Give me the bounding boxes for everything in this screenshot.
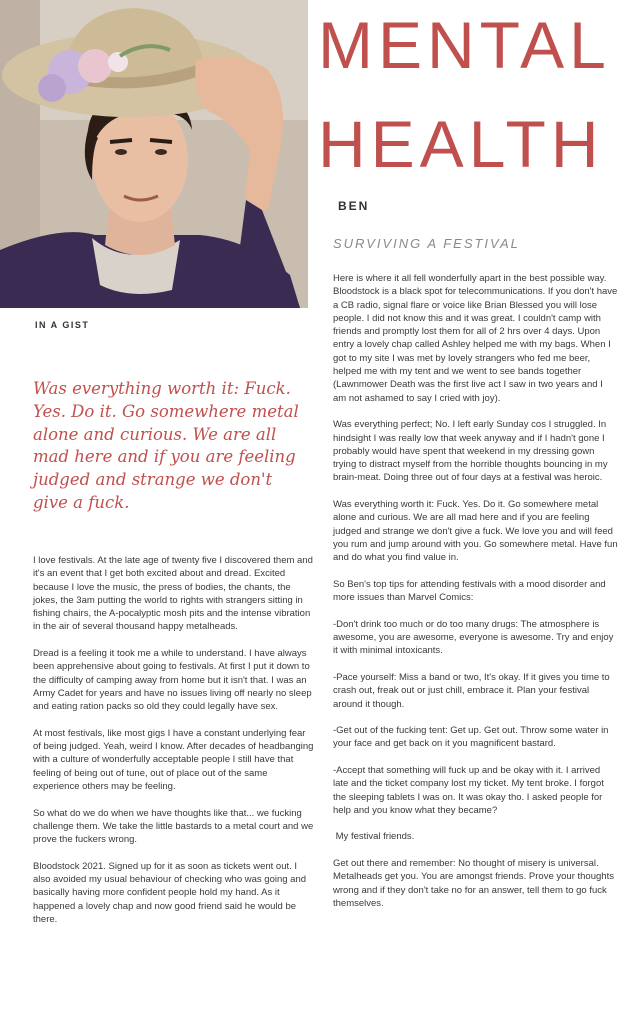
portrait-illustration: [0, 0, 308, 308]
paragraph: My festival friends.: [333, 831, 415, 843]
paragraph: Was everything perfect; No. I left early Sunday cos I struggled. In hindsight I was really low that week anyway and if I hadn't gone I probably would have spent that weekend in my dressing gown trying to distract myself from the horrible thoughts bouncing in my brain-meat. Doing three out of four days at a festival was heroic.: [333, 419, 608, 484]
article-subtitle: SURVIVING A FESTIVAL: [333, 236, 520, 251]
right-column: [333, 272, 618, 924]
paragraph: At most festivals, like most gigs I have a constant underlying fear of being judged. Yeah, weird I know. After decades of headbanging with a culture of wonderfully acceptable people I still have that feeling of being out of tune, out of place out of the same experience others may be feeling.: [33, 727, 314, 793]
tip-item: -Pace yourself: Miss a band or two, It's okay. If it gives you time to crash out, freak out or just chill, embrace it. Plan your festival around it though.: [333, 671, 610, 710]
title-line-1: MENTAL: [318, 8, 611, 82]
paragraph: Was everything worth it: Fuck. Yes. Do it. Go somewhere metal alone and curious. We are all mad here and if you are feeling judged and strange we don't give a fuck. We love you and will feed you rum and jump around with you. Go somewhere metal. Have fun and do what you find value in.: [333, 499, 618, 564]
tip-item: -Get out of the fucking tent: Get up. Get out. Throw some water in your face and get back on it you magnificent bastard.: [333, 725, 609, 750]
paragraph: Bloodstock 2021. Signed up for it as soon as tickets went out. I also avoided my usual behaviour of checking who was going and basically having more confident people hold my hand. As it happened a lovely chap and now good friend said he would be there.: [33, 860, 307, 926]
pull-quote: Was everything worth it: Fuck. Yes. Do it. Go somewhere metal alone and curious. We are all mad here and if you are feeling judged and strange we don't give a fuck.: [33, 379, 299, 512]
section-label: IN A GIST: [35, 320, 90, 330]
paragraph: Get out there and remember: No thought of misery is universal. Metalheads get you. You are amongst friends. Prove your thoughts wrong and if they don't take no for an answer, tell them to go fuck themselves.: [333, 858, 614, 909]
tip-item: -Don't drink too much or do too many drugs: The atmosphere is awesome, you are awesome, everyone is awesome. Try and enjoy it with minimal intoxicants.: [333, 618, 614, 657]
paragraph: Here is where it all fell wonderfully apart in the best possible way. Bloodstock is a black spot for telecommunications. If you don't have a CB radio, signal flare or voice like Brian Blessed you will lose people. I did not know this and it was great. I couldn't camp with friends and promptly lost them for all of 2 hrs over 4 days. Upon entry a lovely chap called Ashley helped me with my bags. When I got to my site I was met by lovely strangers who fed me beer, helped me with my tent and we went to see bands together (Lawnmower Death was the first live act I saw in two years and I am not ashamed to say I cried with joy).: [333, 273, 618, 404]
paragraph: Dread is a feeling it took me a while to understand. I have always been apprehensive about going to festivals. At first I put it down to the difficulty of camping away from home but it isn't that. I was an Army Cadet for years and have no issues living off nearly no sleep and eating ration packs so old they could legally have sex.: [33, 648, 312, 713]
paragraph: So what do we do when we have thoughts like that... we fucking challenge them. We take the little bastards to a metal court and we prove the fuckers wrong.: [33, 807, 314, 846]
title-line-2: HEALTH: [318, 107, 604, 181]
portrait-photo: [0, 0, 308, 308]
author-name: BEN: [338, 199, 370, 213]
paragraph: So Ben's top tips for attending festivals with a mood disorder and more issues than Marvel Comics:: [333, 578, 606, 604]
left-column: [33, 554, 314, 940]
paragraph: I love festivals. At the late age of twenty five I discovered them and it's an event that I get both excited about and dread. Excited because I love the music, the press of bodies, the chants, the jokes, the 3am putting the world to rights with strangers sitting in fishing chairs, the A-pocalyptic mosh pits and the intense vibration in the air of several thousand happy metalheads.: [33, 555, 313, 633]
tip-item: -Accept that something will fuck up and be okay with it. I arrived late and the ticket company lost my ticket. My tent broke. I forgot the sleeping tablets I was on. It was okay tho. I asked people for help and you know what they became?: [333, 764, 604, 816]
